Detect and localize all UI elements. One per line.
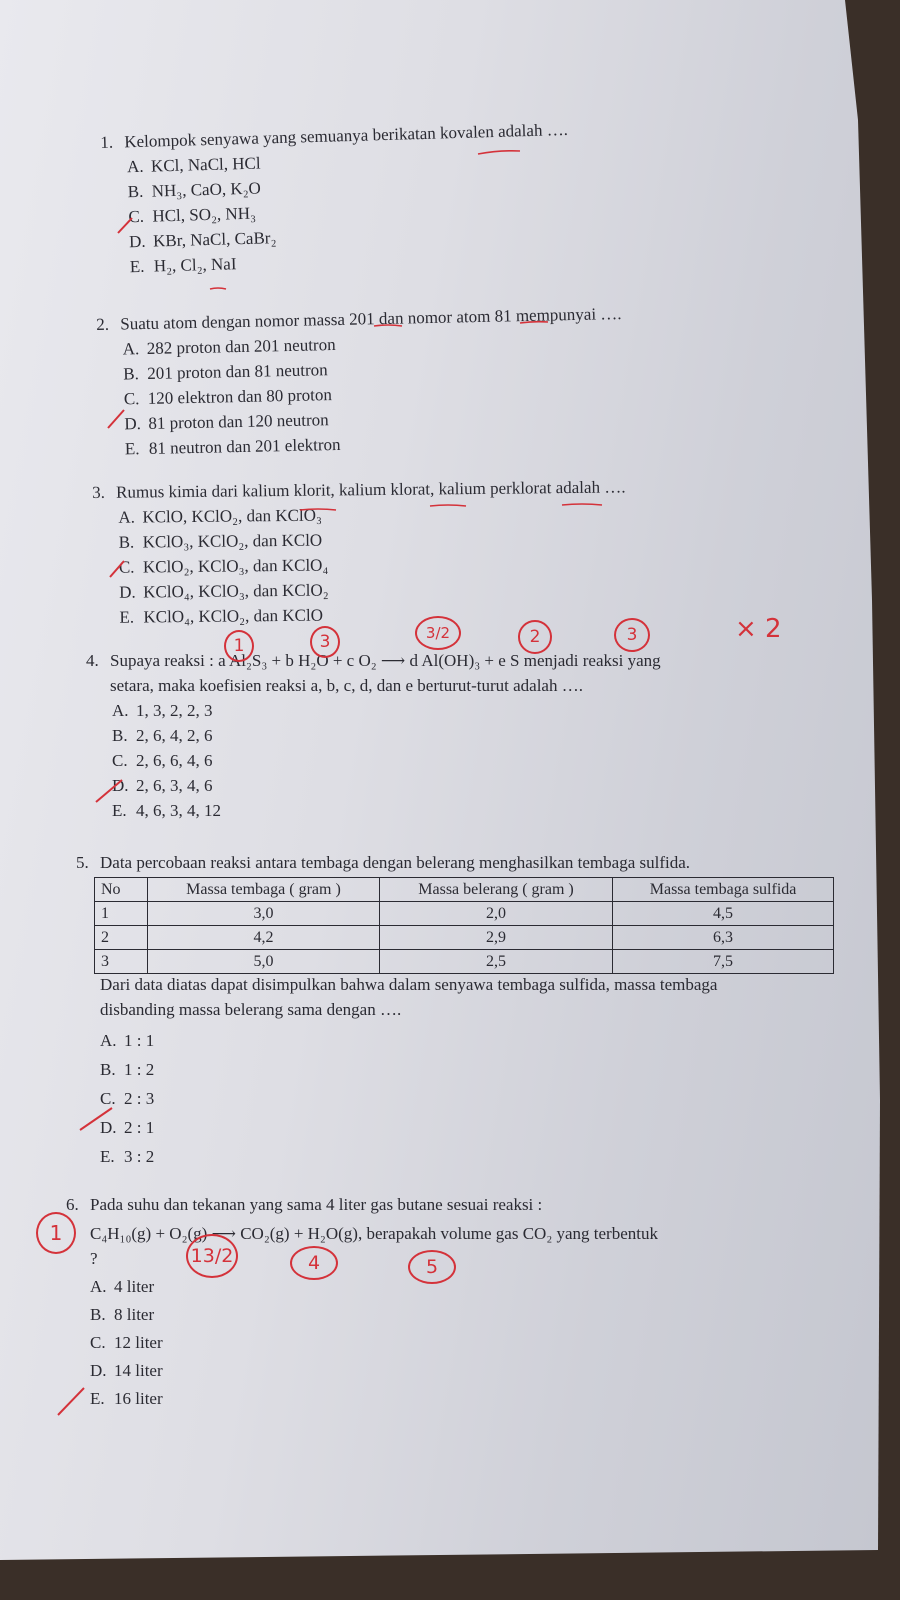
table-cell: 2: [95, 926, 148, 950]
answer-checkmark: [58, 1388, 84, 1415]
handwritten-coefficient-co2: 4: [290, 1246, 338, 1280]
handwritten-coefficient-h2o: 5: [408, 1250, 456, 1284]
option-c[interactable]: C. 2 : 3: [100, 1089, 155, 1108]
option-d[interactable]: D. 2, 6, 3, 4, 6: [112, 776, 213, 795]
option-e[interactable]: E. H₂, Cl₂, NaI: [129, 254, 237, 277]
option-c[interactable]: C. 120 elektron dan 80 proton: [123, 385, 333, 409]
handwritten-coefficient-o2: 13/2: [186, 1234, 238, 1278]
table-cell: 2,5: [379, 950, 612, 974]
option-e[interactable]: E. 81 neutron dan 201 elektron: [124, 434, 341, 459]
question-stem-continued: setara, maka koefisien reaksi a, b, c, d, dan e berturut-turut adalah ….: [110, 676, 583, 695]
table-cell: 4,5: [613, 902, 834, 926]
option-c[interactable]: C. 2, 6, 6, 4, 6: [112, 751, 213, 770]
option-d[interactable]: D. KBr, NaCl, CaBr₂: [128, 228, 277, 252]
column-header: Massa belerang ( gram ): [379, 878, 612, 902]
table-cell: 5,0: [148, 950, 380, 974]
option-a[interactable]: A. KCl, NaCl, HCl: [126, 153, 261, 177]
column-header: Massa tembaga ( gram ): [148, 878, 380, 902]
question-stem: Supaya reaksi : a Al₂S₃ + b H₂O + c O₂ ⟶ d Al(OH)₃ + e S menjadi reaksi yang: [110, 651, 661, 670]
option-e[interactable]: E. 4, 6, 3, 4, 12: [112, 801, 221, 820]
handwritten-coefficient-c4h10: 1: [36, 1212, 76, 1254]
table-cell: 4,2: [148, 926, 380, 950]
table-cell: 3: [95, 950, 148, 974]
handwritten-coefficient-b: 3: [310, 626, 340, 658]
table-cell: 2,0: [379, 902, 612, 926]
option-d[interactable]: D. KClO₄, KClO₃, dan KClO₂: [119, 580, 329, 602]
option-a[interactable]: A. 1, 3, 2, 2, 3: [112, 701, 213, 720]
question-stem: Data percobaan reaksi antara tembaga dengan belerang menghasilkan tembaga sulfida.: [100, 853, 691, 872]
question-number: 2.: [96, 314, 110, 334]
underline-mark: [562, 504, 602, 505]
question-stem-continued: Dari data diatas dapat disimpulkan bahwa dalam senyawa tembaga sulfida, massa tembaga: [100, 975, 718, 994]
question-number: 4.: [86, 651, 99, 670]
option-e[interactable]: E. KClO₄, KClO₂, dan KClO: [119, 605, 324, 627]
table-cell: 3,0: [148, 902, 380, 926]
underline-mark: [478, 151, 520, 154]
answer-checkmark: [80, 1108, 112, 1130]
question-number: 5.: [76, 853, 89, 872]
underline-mark: [520, 322, 548, 323]
question-stem: Suatu atom dengan nomor massa 201 dan nomor atom 81 mempunyai ….: [120, 303, 622, 334]
underline-mark: [430, 505, 466, 506]
reaction-equation: C₄H₁₀(g) + O₂(g) ⟶ CO₂(g) + H₂O(g), berapakah volume gas CO₂ yang terbentuk: [90, 1224, 658, 1243]
question-number: 6.: [66, 1195, 79, 1214]
underline-mark: [374, 325, 402, 326]
question-stem: Rumus kimia dari kalium klorit, kalium klorat, kalium perklorat adalah ….: [116, 477, 626, 502]
option-a[interactable]: A. 1 : 1: [100, 1031, 155, 1050]
option-c[interactable]: C. KClO₂, KClO₃, dan KClO₄: [118, 555, 329, 577]
handwritten-coefficient-a: 1: [224, 630, 254, 662]
option-b[interactable]: B. 2, 6, 4, 2, 6: [112, 726, 213, 745]
answer-checkmark: [118, 218, 132, 233]
underline-mark: [210, 288, 226, 289]
question-stem-continued: ?: [90, 1249, 98, 1268]
answer-checkmark: [110, 561, 124, 577]
handwritten-coefficient-c: 3/2: [415, 616, 461, 650]
underline-mark: [300, 509, 336, 510]
option-b[interactable]: B. 8 liter: [90, 1305, 155, 1324]
option-b[interactable]: B. 1 : 2: [100, 1060, 155, 1079]
question-stem: Pada suhu dan tekanan yang sama 4 liter gas butane sesuai reaksi :: [90, 1195, 543, 1214]
table-cell: 1: [95, 902, 148, 926]
column-header: Massa tembaga sulfida: [613, 878, 834, 902]
option-b[interactable]: B. 201 proton dan 81 neutron: [123, 360, 328, 384]
column-header: No: [95, 878, 148, 902]
option-b[interactable]: B. KClO₃, KClO₂, dan KClO: [118, 530, 323, 552]
handwritten-coefficient-d: 2: [518, 620, 552, 654]
option-d[interactable]: D. 14 liter: [90, 1361, 163, 1380]
option-a[interactable]: A. 282 proton dan 201 neutron: [122, 334, 336, 359]
option-a[interactable]: A. KClO, KClO₂, dan KClO₃: [118, 505, 322, 527]
option-c[interactable]: C. HCl, SO₂, NH₃: [128, 203, 257, 227]
question-stem: Kelompok senyawa yang semuanya berikatan kovalen adalah ….: [124, 119, 569, 152]
option-c[interactable]: C. 12 liter: [90, 1333, 163, 1352]
table-cell: 2,9: [379, 926, 612, 950]
question-number: 1.: [100, 132, 114, 152]
table-cell: 7,5: [613, 950, 834, 974]
option-d[interactable]: D. 2 : 1: [100, 1118, 155, 1137]
option-e[interactable]: E. 3 : 2: [100, 1147, 155, 1166]
option-a[interactable]: A. 4 liter: [90, 1277, 155, 1296]
question-number: 3.: [92, 482, 105, 502]
question-stem-continued: disbanding massa belerang sama dengan ….: [100, 1000, 402, 1019]
table-cell: 6,3: [613, 926, 834, 950]
answer-checkmark: [108, 410, 124, 428]
answer-checkmark: [96, 780, 122, 802]
option-e[interactable]: E. 16 liter: [90, 1389, 163, 1408]
handwritten-coefficient-e: 3: [614, 618, 650, 652]
option-b[interactable]: B. NH₃, CaO, K₂O: [127, 178, 262, 202]
option-d[interactable]: D. 81 proton dan 120 neutron: [124, 410, 329, 434]
handwritten-multiplier: × 2: [735, 614, 782, 644]
